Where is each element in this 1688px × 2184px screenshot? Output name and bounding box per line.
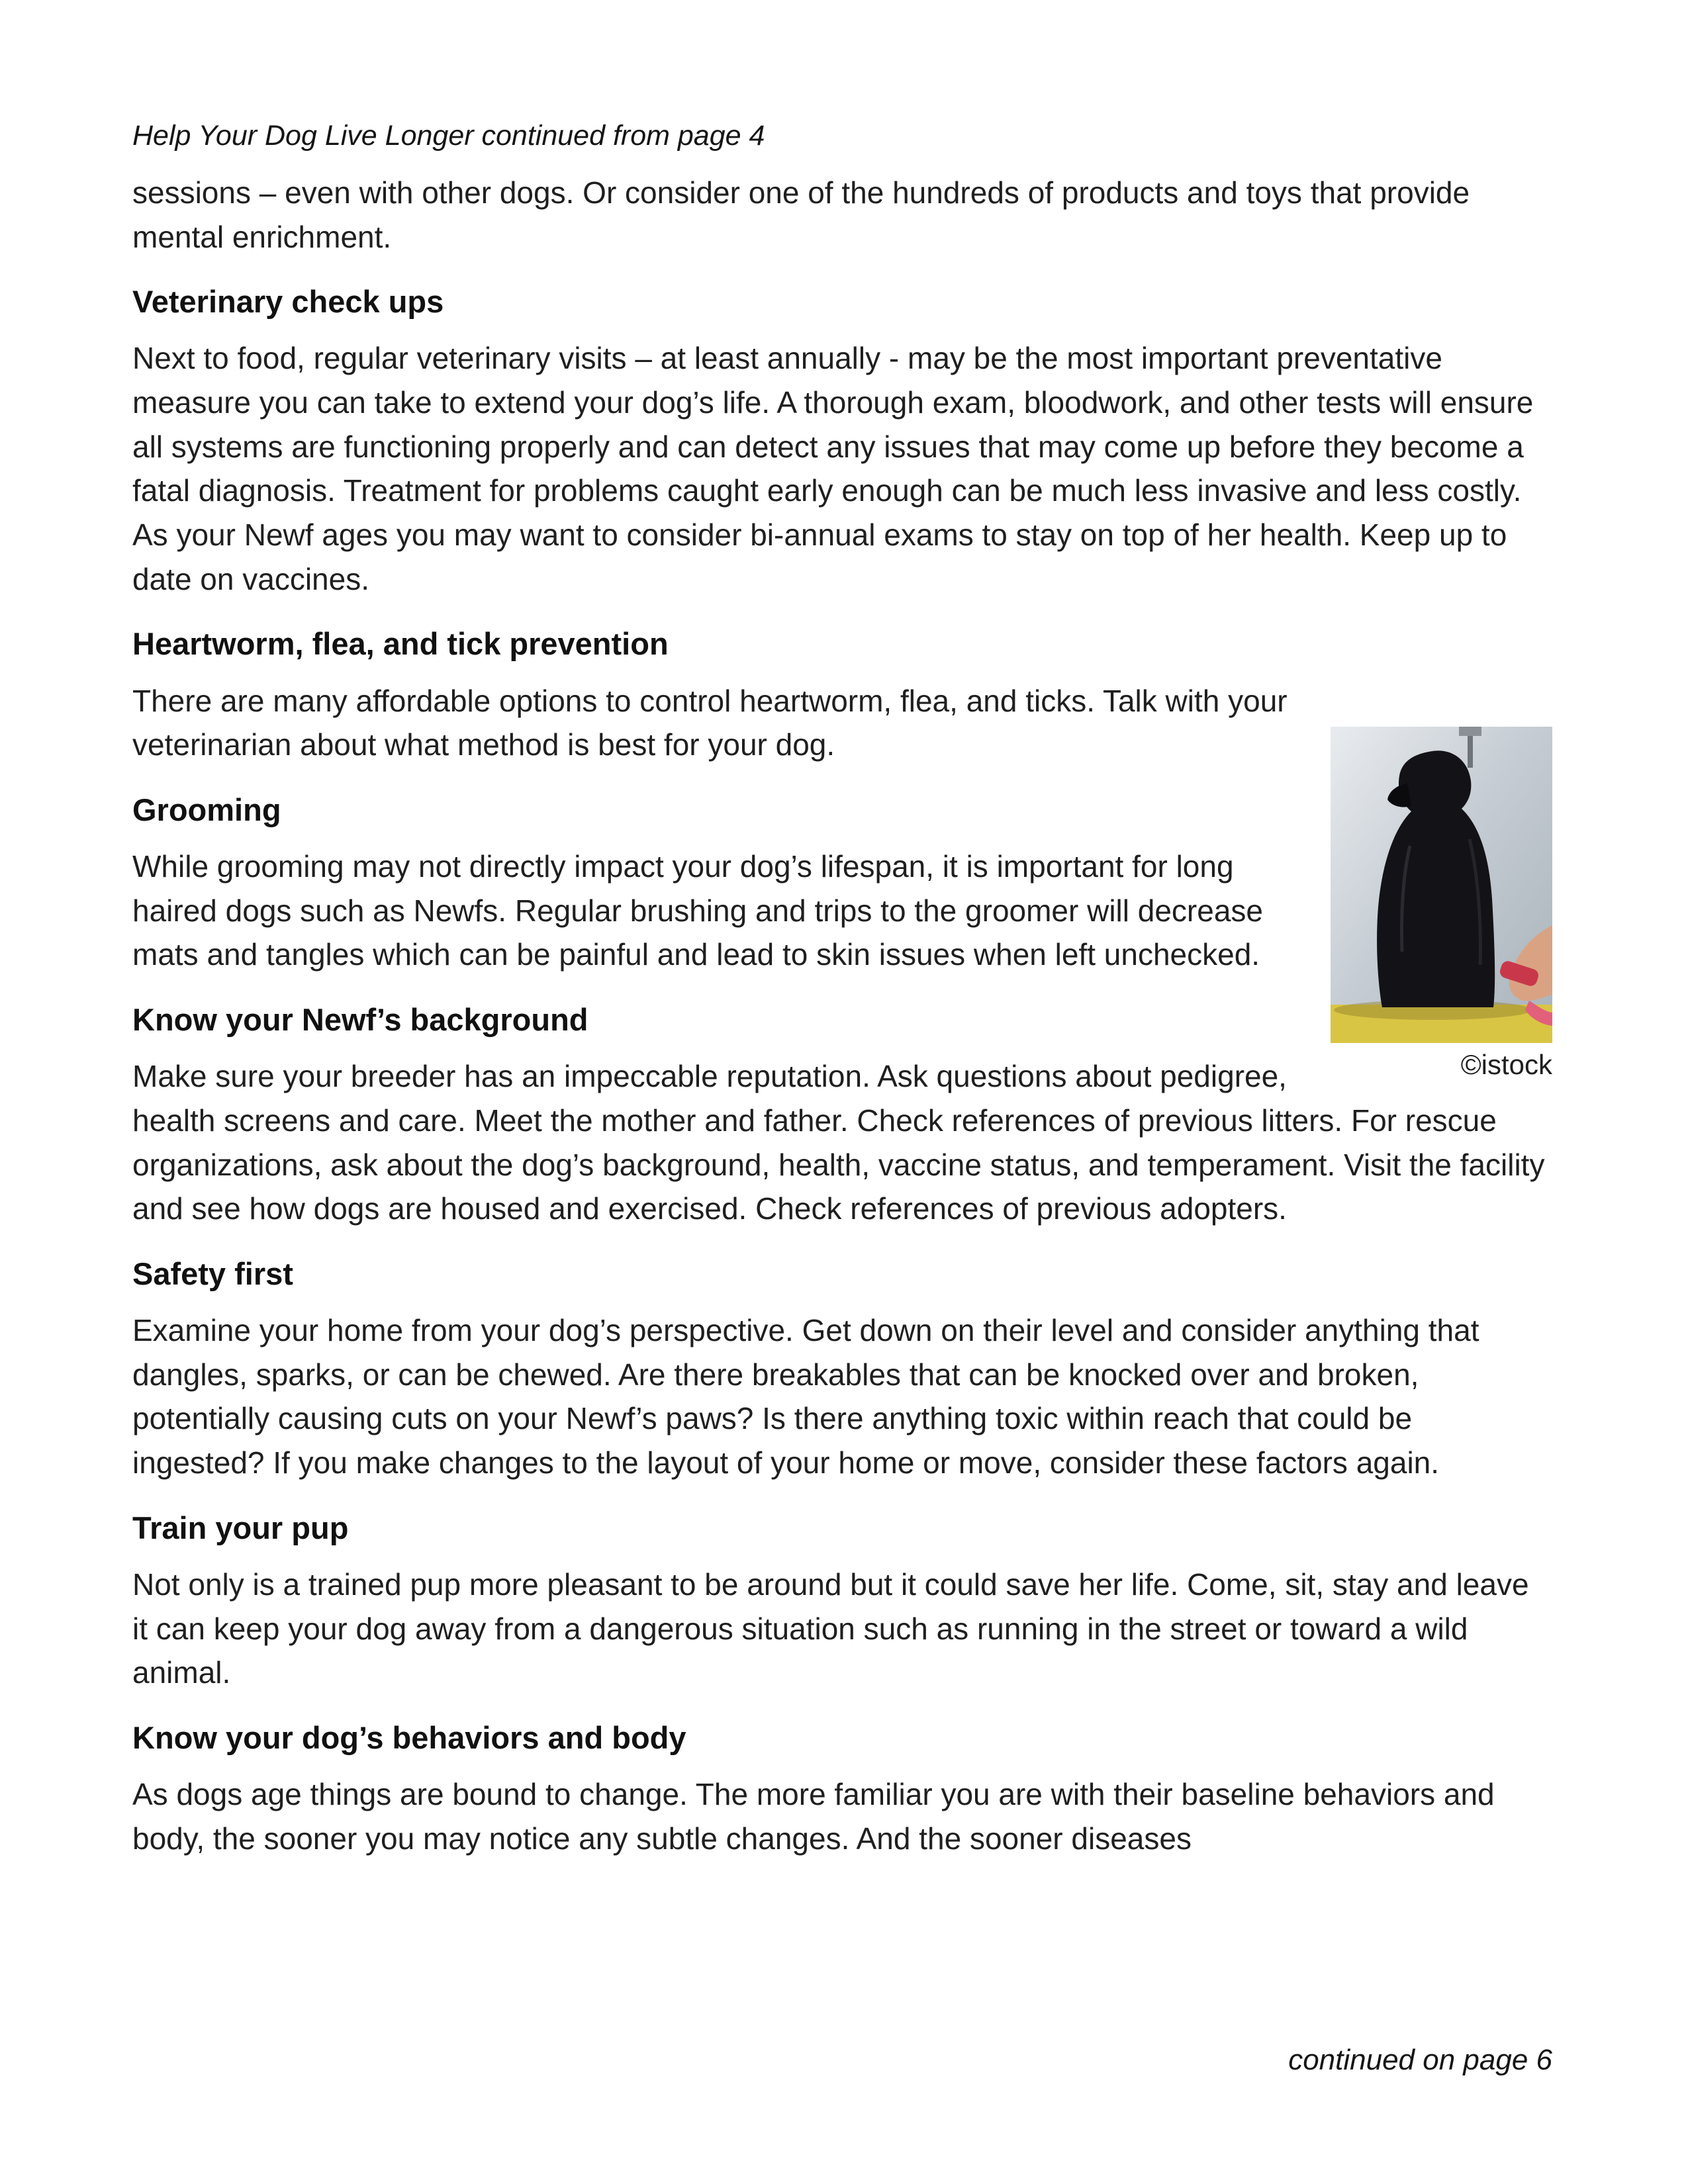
section-body-train-your-pup: Not only is a trained pup more pleasant to be around but it could save her life. Come, sit, stay and leave it can keep your dog away from a dangerous situation such as running in the street or toward a wild animal.: [132, 1567, 1529, 1690]
section-heading-know-your-dogs-behaviors: Know your dog’s behaviors and body: [132, 1719, 686, 1755]
section-heading-safety-first: Safety first: [132, 1255, 293, 1291]
grooming-photo-figure: [1331, 727, 1552, 1081]
section-body-know-your-dogs-behaviors: As dogs age things are bound to change. The more familiar you are with their baseline behaviors and body, the sooner you may notice any subtle changes. And the sooner diseases: [132, 1777, 1495, 1856]
section-heading-know-your-newfs-background: Know your Newf’s background: [132, 1002, 588, 1038]
section-body-safety-first: Examine your home from your dog’s perspective. Get down on their level and consider anything that dangles, sparks, or can be chewed. Are there breakables that can be knocked over and broken, potentially causing cuts on your Newf’s paws? Is there anything toxic within reach that could be ingested? If you make changes to the layout of your home or move, consider these factors again.: [132, 1313, 1479, 1480]
intro-paragraph: sessions – even with other dogs. Or consider one of the hundreds of products and toys that provide mental enrichment.: [132, 175, 1470, 254]
newfoundland-grooming-photo: [1331, 727, 1552, 1043]
section-heading-veterinary-check-ups: Veterinary check ups: [132, 284, 444, 320]
section-body-know-your-newfs-background: Make sure your breeder has an impeccable reputation. Ask questions about pedigree, health screens and care. Meet the mother and father. Check references of previous litters. For rescue organizations, ask about the dog’s background, health, vaccine status, and temperament. Visit the facility and see how dogs are housed and exercised. Check references of previous adopters.: [132, 1059, 1545, 1226]
continued-from-note: Help Your Dog Live Longer continued from page 4: [132, 120, 765, 152]
section-heading-heartworm-flea-tick: Heartworm, flea, and tick prevention: [132, 626, 669, 662]
section-body-heartworm-flea-tick: There are many affordable options to control heartworm, flea, and ticks. Talk with your veterinarian about what method is best for your dog.: [132, 683, 1288, 762]
section-heading-grooming: Grooming: [132, 792, 281, 827]
photo-credit: ©istock: [1460, 1048, 1552, 1080]
section-body-veterinary-check-ups: Next to food, regular veterinary visits – at least annually - may be the most important preventative measure you can take to extend your dog’s life. A thorough exam, bloodwork, and other tests will ensure all systems are functioning properly and can detect any issues that may come up before they become a fatal diagnosis. Treatment for problems caught early enough can be much less invasive and less costly. As your Newf ages you may want to consider bi-annual exams to stay on top of her health. Keep up to date on vaccines.: [132, 341, 1534, 596]
section-heading-train-your-pup: Train your pup: [132, 1510, 349, 1545]
continued-on-note: continued on page 6: [1288, 2044, 1552, 2076]
section-body-grooming: While grooming may not directly impact your dog’s lifespan, it is important for long haired dogs such as Newfs. Regular brushing and trips to the groomer will decrease mats and tangles which can be painful and lead to skin issues when left unchecked.: [132, 849, 1263, 972]
